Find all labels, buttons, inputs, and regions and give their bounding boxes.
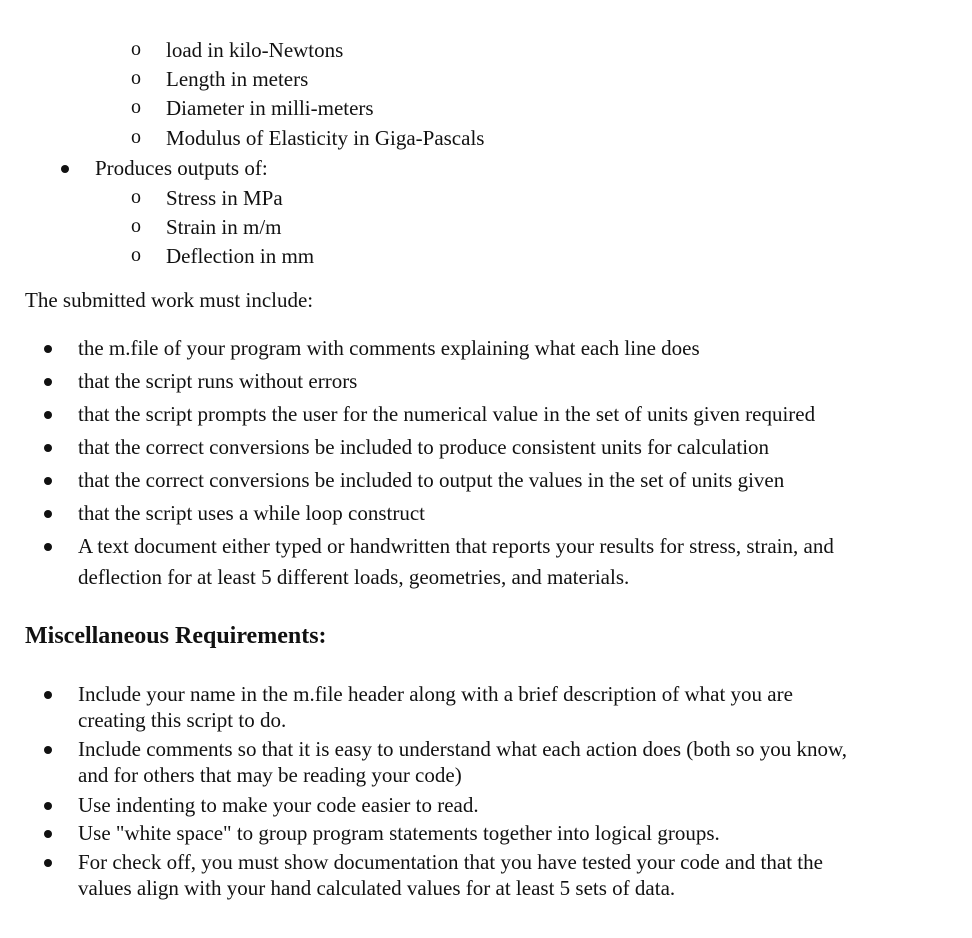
input-unit-item: Length in meters (166, 67, 309, 91)
list-item: that the correct conversions be included to produce consistent units for calculation (78, 435, 770, 459)
input-unit-item: load in kilo-Newtons (166, 38, 344, 62)
list-item: that the script prompts the user for the numerical value in the set of units given required (78, 402, 816, 426)
sub-bullet-icon: o (131, 126, 141, 148)
list-item-continuation: deflection for at least 5 different loads, geometries, and materials. (78, 565, 630, 589)
output-unit-item: Stress in MPa (166, 186, 283, 210)
input-unit-item: Modulus of Elasticity in Giga-Pascals (166, 126, 485, 150)
bullet-icon (44, 746, 52, 754)
list-item: that the script runs without errors (78, 369, 358, 393)
sub-bullet-icon: o (131, 38, 141, 60)
bullet-icon (44, 543, 52, 551)
sub-bullet-icon: o (131, 96, 141, 118)
bullet-icon (44, 802, 52, 810)
section-heading: Miscellaneous Requirements: (25, 623, 327, 649)
bullet-icon (44, 411, 52, 419)
bullet-icon (44, 345, 52, 353)
list-item: the m.file of your program with comments explaining what each line does (78, 336, 700, 360)
bullet-icon (44, 444, 52, 452)
list-item-continuation: creating this script to do. (78, 708, 287, 732)
list-item: that the script uses a while loop construct (78, 501, 426, 525)
sub-bullet-icon: o (131, 215, 141, 237)
list-item: Include comments so that it is easy to understand what each action does (both so you know, (78, 737, 848, 761)
outputs-item: Produces outputs of: (95, 156, 268, 180)
submitted-intro: The submitted work must include: (25, 288, 314, 312)
output-unit-item: Deflection in mm (166, 244, 315, 268)
sub-bullet-icon: o (131, 186, 141, 208)
list-item: For check off, you must show documentation that you have tested your code and that the (78, 850, 823, 874)
bullet-icon (44, 477, 52, 485)
bullet-icon (44, 510, 52, 518)
sub-bullet-icon: o (131, 244, 141, 266)
list-item: Use indenting to make your code easier to read. (78, 793, 479, 817)
bullet-icon (44, 378, 52, 386)
bullet-icon (61, 165, 69, 173)
list-item: A text document either typed or handwritten that reports your results for stress, strain, and (78, 534, 834, 558)
bullet-icon (44, 830, 52, 838)
list-item-continuation: and for others that may be reading your code) (78, 763, 462, 787)
list-item: Include your name in the m.file header along with a brief description of what you are (78, 682, 793, 706)
bullet-icon (44, 859, 52, 867)
sub-bullet-icon: o (131, 67, 141, 89)
input-unit-item: Diameter in milli-meters (166, 96, 374, 120)
output-unit-item: Strain in m/m (166, 215, 282, 239)
list-item-continuation: values align with your hand calculated values for at least 5 sets of data. (78, 876, 676, 900)
list-item: Use "white space" to group program statements together into logical groups. (78, 821, 720, 845)
list-item: that the correct conversions be included to output the values in the set of units given (78, 468, 785, 492)
bullet-icon (44, 691, 52, 699)
